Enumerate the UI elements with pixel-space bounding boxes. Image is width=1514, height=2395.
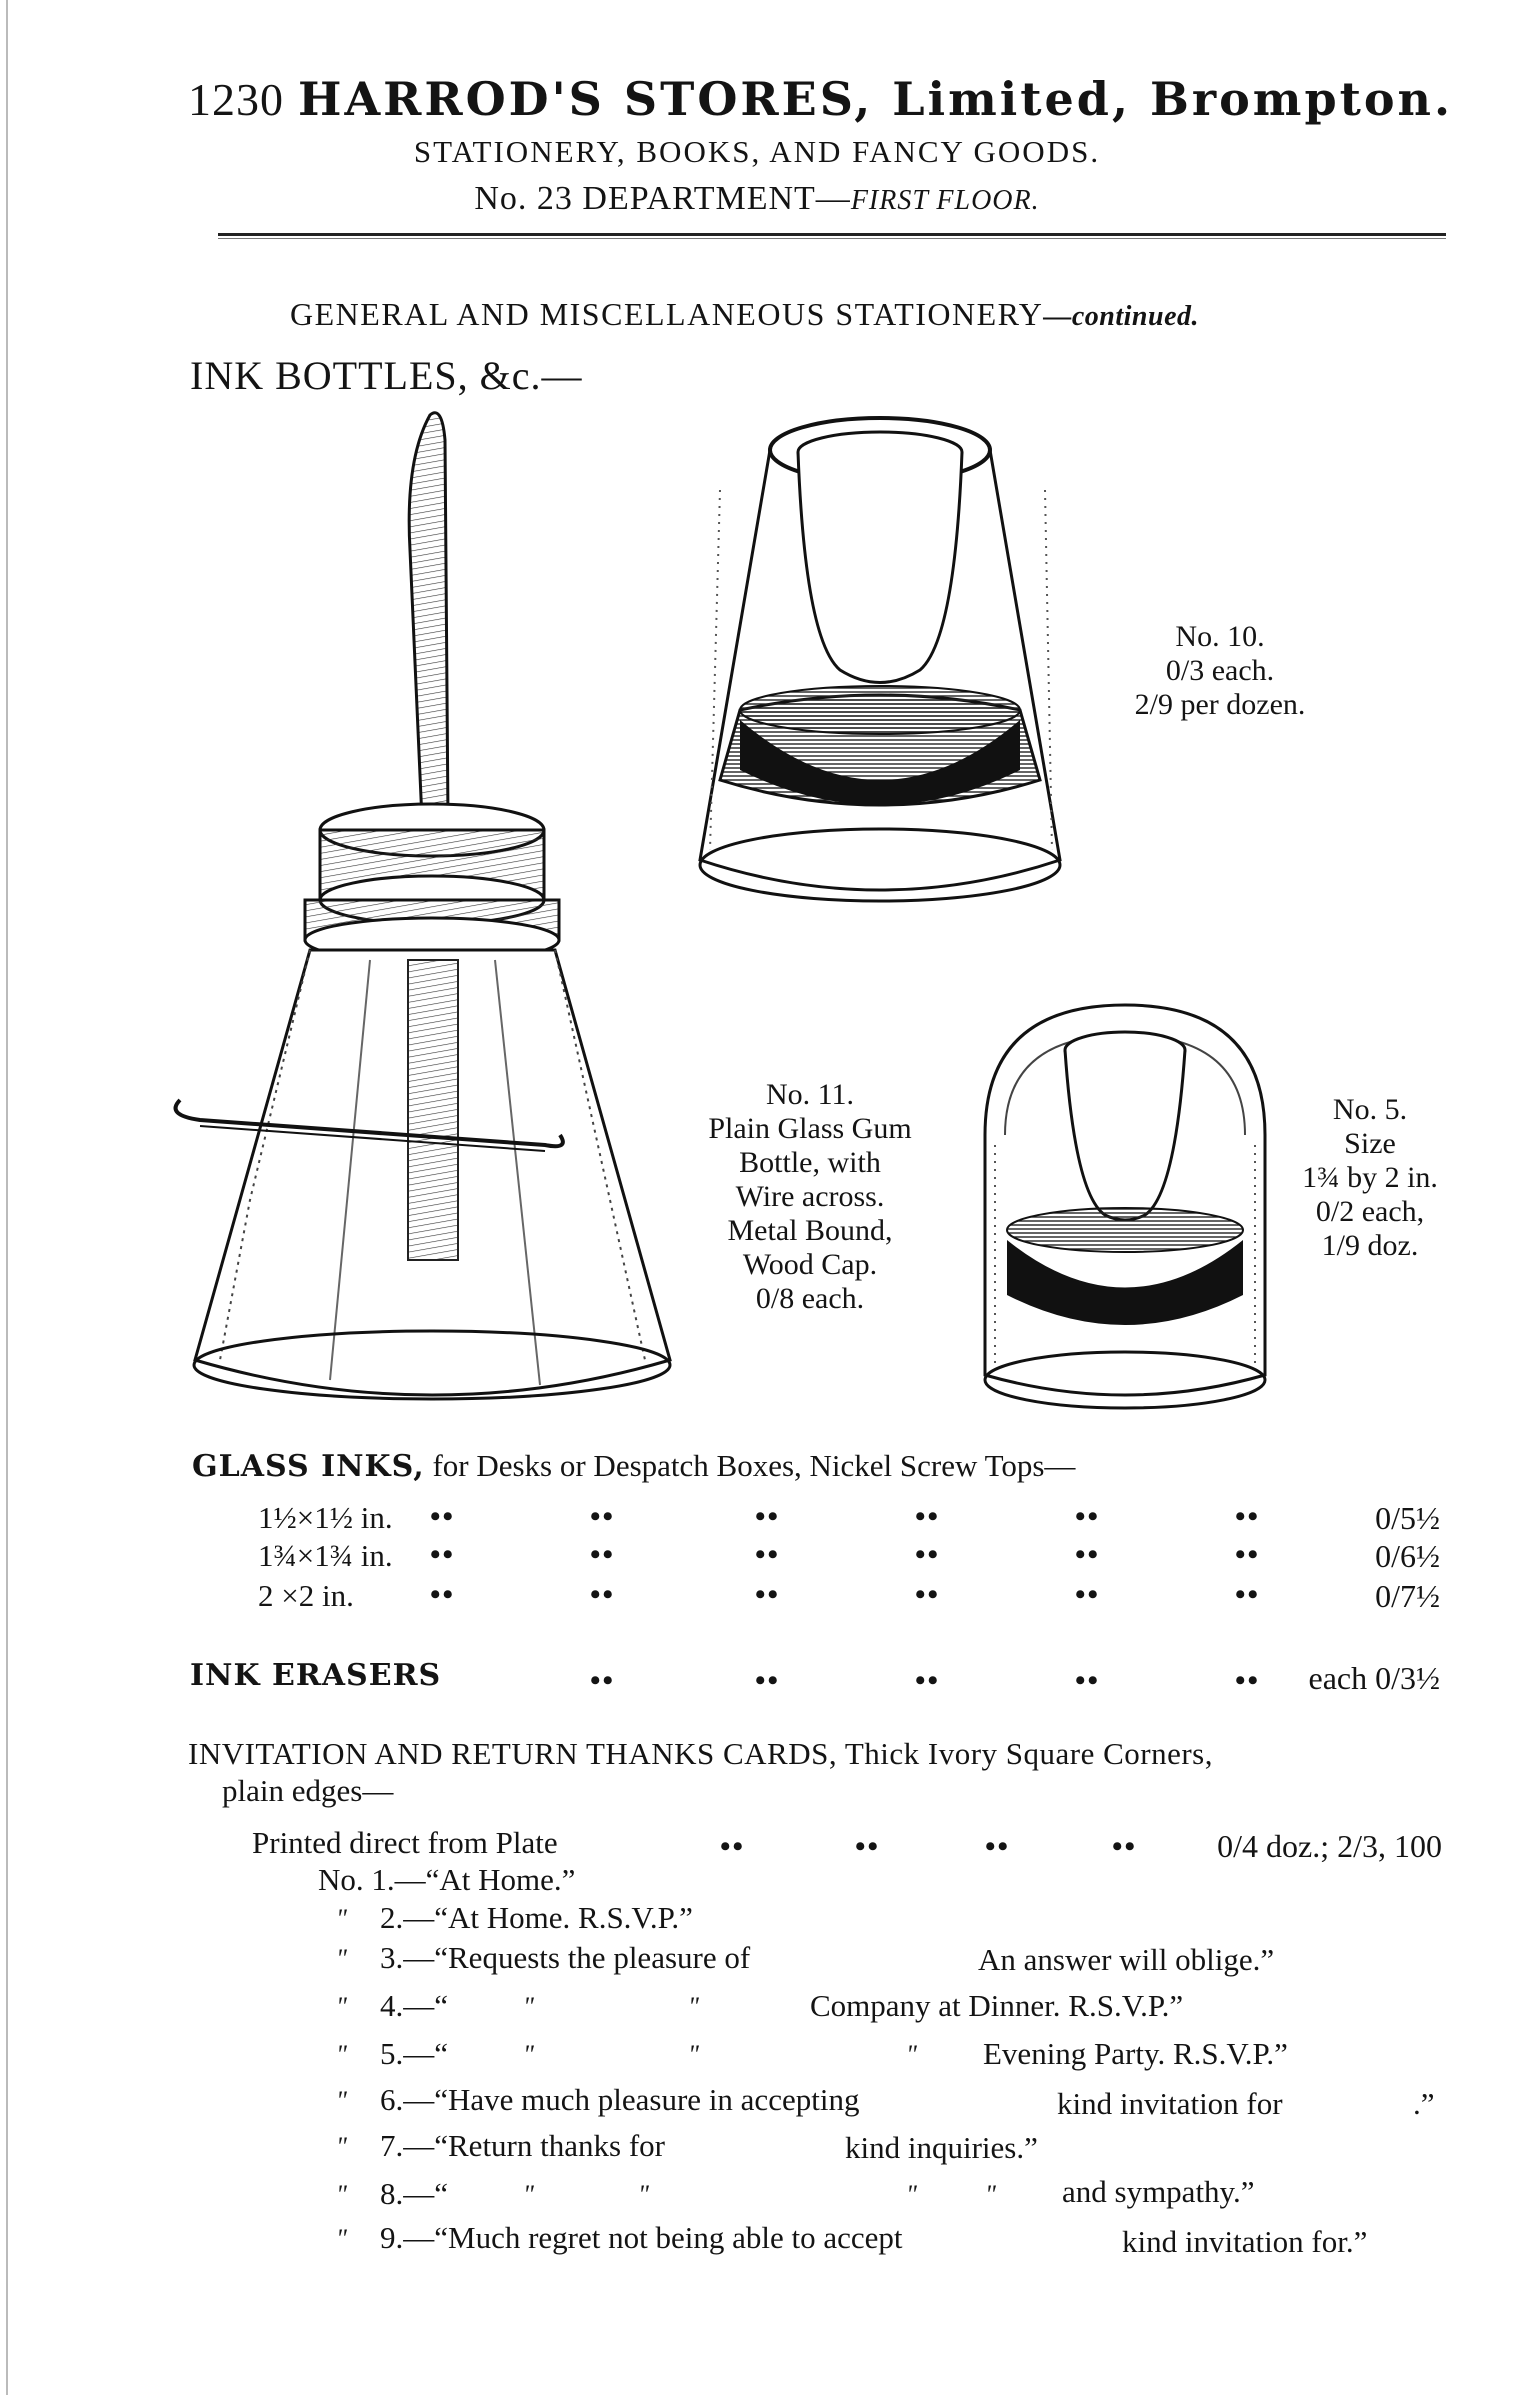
no10-price-each: 0/3 each. (1165, 654, 1275, 687)
ditto-mark: " (336, 2180, 347, 2209)
card-text: “Return thanks for (434, 2128, 665, 2163)
leader-dots: •• (590, 1500, 616, 1533)
header-rule (218, 233, 1446, 236)
section-title: GENERAL AND MISCELLANEOUS STATIONERY (290, 296, 1044, 332)
page-edge (6, 0, 8, 2395)
ditto-mark: " (523, 1992, 534, 2021)
ditto-mark: " (523, 2040, 534, 2069)
card-line-8 (380, 2176, 448, 2212)
gum-bottle-illustration (160, 400, 720, 1400)
no11-desc-1: Plain Glass Gum (708, 1112, 912, 1145)
glass-inks-price: 0/7½ (1375, 1578, 1440, 1614)
glass-inks-desc: for Desks or Despatch Boxes, Nickel Screw Tops— (432, 1448, 1076, 1483)
no10-title: No. 10. (1175, 620, 1265, 653)
glass-inks-title: GLASS INKS, (192, 1449, 425, 1484)
card-line-7 (380, 2128, 665, 2164)
ditto-mark: " (688, 2040, 699, 2069)
card-line-4 (380, 1988, 448, 2024)
leader-dots: •• (855, 1830, 881, 1863)
card-text-end: Company at Dinner. R.S.V.P.” (810, 1988, 1184, 2023)
no10-price-dozen: 2/9 per dozen. (1134, 688, 1306, 721)
card-text: “Much regret not being able to accept (434, 2220, 903, 2255)
glass-inks-heading (192, 1448, 1075, 1484)
leader-dots: •• (985, 1830, 1011, 1863)
page-number: 1230 (188, 74, 284, 125)
leader-dots: •• (755, 1538, 781, 1571)
ditto-mark: " (336, 1944, 347, 1973)
card-text: “At Home. R.S.V.P.” (434, 1900, 693, 1935)
ditto-mark: " (688, 1992, 699, 2021)
card-number: 8.— (380, 2176, 435, 2211)
no11-desc-4: Metal Bound, (727, 1214, 893, 1247)
cards-printed-price: 0/4 doz.; 2/3, 100 (1217, 1828, 1442, 1864)
card-line-5 (380, 2036, 448, 2072)
card-text-end: and sympathy.” (1062, 2174, 1255, 2209)
caption-no10 (1120, 620, 1320, 722)
card-number: 7.— (380, 2128, 435, 2163)
ditto-mark: " (336, 2132, 347, 2161)
ditto-mark: " (523, 2180, 534, 2209)
cards-title (188, 1736, 1213, 1772)
card-text-end: kind invitation for (1057, 2086, 1283, 2121)
caption-no11 (670, 1078, 950, 1316)
leader-dots: •• (755, 1500, 781, 1533)
card-text: “ (434, 2036, 449, 2071)
glass-inks-size: 1¾×1¾ in. (258, 1538, 393, 1573)
card-number: 5.— (380, 2036, 435, 2071)
ditto-mark: " (336, 2086, 347, 2115)
ink-bottles-title: INK BOTTLES, &c.— (190, 353, 583, 398)
cards-title-line2: plain edges— (222, 1773, 394, 1808)
no11-price: 0/8 each. (755, 1282, 865, 1315)
card-number: No. 1.— (318, 1862, 426, 1897)
card-number: 2.— (380, 1900, 435, 1935)
leader-dots: •• (590, 1664, 616, 1697)
leader-dots: •• (1075, 1538, 1101, 1571)
no5-size-label: Size (1344, 1127, 1396, 1160)
no11-desc-2: Bottle, with (739, 1146, 881, 1179)
card-text-end: Evening Party. R.S.V.P.” (983, 2036, 1288, 2071)
leader-dots: •• (915, 1500, 941, 1533)
cards-title-rest: Thick Ivory Square Corners, (844, 1736, 1213, 1771)
card-number: 4.— (380, 1988, 435, 2023)
glass-inks-price: 0/6½ (1375, 1538, 1440, 1574)
leader-dots: •• (1235, 1500, 1261, 1533)
header-rule-thin (218, 238, 1446, 239)
card-line-3 (380, 1940, 750, 1976)
leader-dots: •• (590, 1578, 616, 1611)
leader-dots: •• (1235, 1664, 1261, 1697)
no11-desc-3: Wire across. (735, 1180, 885, 1213)
leader-dots: •• (1112, 1830, 1138, 1863)
card-line-6 (380, 2082, 859, 2118)
ditto-mark: " (906, 2180, 917, 2209)
card-text-close: .” (1413, 2086, 1435, 2121)
leader-dots: •• (755, 1578, 781, 1611)
section-heading (290, 296, 1199, 333)
no5-title: No. 5. (1332, 1093, 1408, 1126)
card-text: “ (434, 2176, 449, 2211)
leader-dots: •• (720, 1830, 746, 1863)
card-text: “Requests the pleasure of (434, 1940, 751, 1975)
ink-erasers-price: each 0/3½ (1308, 1660, 1440, 1696)
card-text: “At Home.” (425, 1862, 576, 1897)
leader-dots: •• (430, 1500, 456, 1533)
card-number: 9.— (380, 2220, 435, 2255)
conical-ink-bottle-illustration (690, 410, 1070, 910)
cards-printed: Printed direct from Plate (252, 1825, 558, 1860)
glass-inks-size: 2 ×2 in. (258, 1578, 354, 1613)
department-line (0, 180, 1514, 218)
section-continued: —continued. (1043, 301, 1199, 332)
leader-dots: •• (915, 1578, 941, 1611)
no11-desc-5: Wood Cap. (742, 1248, 878, 1281)
page-header (188, 72, 1453, 126)
card-line-9 (380, 2220, 903, 2256)
leader-dots: •• (1235, 1538, 1261, 1571)
leader-dots: •• (1075, 1578, 1101, 1611)
leader-dots: •• (590, 1538, 616, 1571)
ditto-mark: " (985, 2180, 996, 2209)
leader-dots: •• (1235, 1578, 1261, 1611)
store-name: HARROD'S STORES, Limited, Brompton. (298, 72, 1454, 126)
no11-title: No. 11. (765, 1078, 855, 1111)
leader-dots: •• (915, 1664, 941, 1697)
dome-ink-bottle-illustration (975, 995, 1275, 1415)
card-text-end: kind inquiries.” (845, 2130, 1038, 2165)
no5-price-dozen: 1/9 doz. (1321, 1229, 1419, 1262)
card-number: 3.— (380, 1940, 435, 1975)
leader-dots: •• (430, 1538, 456, 1571)
cards-title-main: INVITATION AND RETURN THANKS CARDS, (188, 1736, 838, 1771)
leader-dots: •• (1075, 1664, 1101, 1697)
ink-erasers-title: INK ERASERS (190, 1658, 442, 1693)
glass-inks-size: 1½×1½ in. (258, 1500, 393, 1535)
ditto-mark: " (336, 1904, 347, 1933)
leader-dots: •• (915, 1538, 941, 1571)
card-line-2 (380, 1900, 693, 1936)
ditto-mark: " (336, 1992, 347, 2021)
no5-size: 1¾ by 2 in. (1302, 1161, 1438, 1194)
department-subtitle: STATIONERY, BOOKS, AND FANCY GOODS. (413, 134, 1101, 169)
card-text: “Have much pleasure in accepting (434, 2082, 860, 2117)
glass-inks-price: 0/5½ (1375, 1500, 1440, 1536)
caption-no5 (1270, 1093, 1470, 1263)
ditto-mark: " (336, 2040, 347, 2069)
no5-price-each: 0/2 each, (1315, 1195, 1425, 1228)
card-text-end: kind invitation for.” (1122, 2224, 1368, 2259)
leader-dots: •• (755, 1664, 781, 1697)
card-number: 6.— (380, 2082, 435, 2117)
card-line-1 (318, 1862, 575, 1898)
department-number: No. 23 DEPARTMENT— (474, 180, 851, 217)
floor-label: FIRST FLOOR. (850, 185, 1040, 216)
ditto-mark: " (336, 2224, 347, 2253)
card-text-end: An answer will oblige.” (978, 1942, 1275, 1977)
leader-dots: •• (430, 1578, 456, 1611)
ditto-mark: " (638, 2180, 649, 2209)
leader-dots: •• (1075, 1500, 1101, 1533)
card-text: “ (434, 1988, 449, 2023)
ditto-mark: " (906, 2040, 917, 2069)
